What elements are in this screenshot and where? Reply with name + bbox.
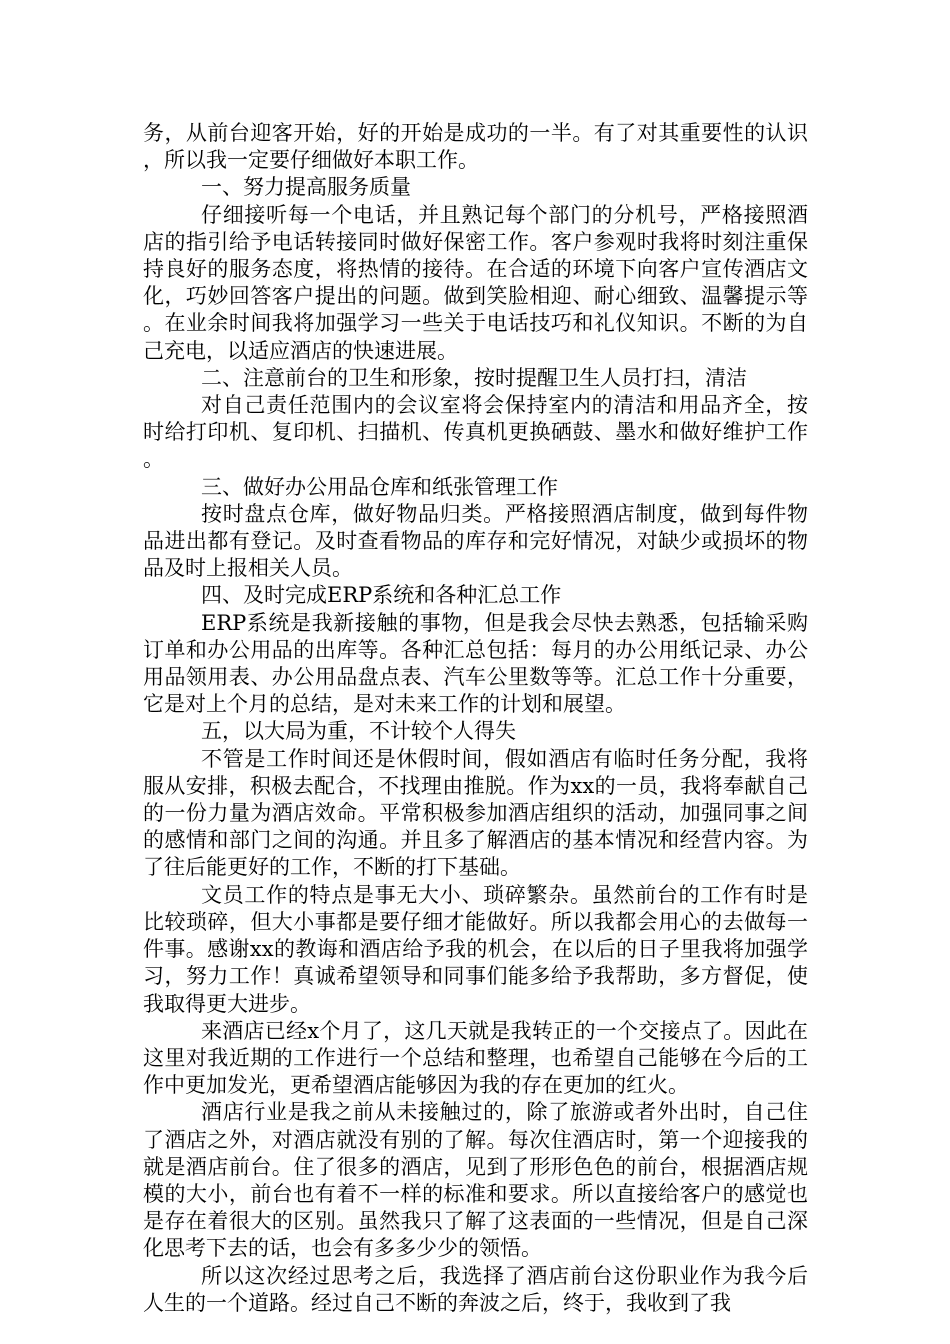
paragraph-probation: 来酒店已经x个月了，这几天就是我转正的一个交接点了。因此在这里对我近期的工作进行一个总结和整理，也希望自己能够在今后的工作中更加发光，更希望酒店能够因为我的存在更加的红火。 <box>143 1018 808 1098</box>
paragraph-warehouse: 按时盘点仓库，做好物品归类。严格接照酒店制度，做到每件物品进出都有登记。及时查看物品的库存和完好情况，对缺少或损坏的物品及时上报相关人员。 <box>143 501 808 581</box>
paragraph-clerk-work: 文员工作的特点是事无大小、琐碎繁杂。虽然前台的工作有时是比较琐碎，但大小事都是要仔细才能做好。所以我都会用心的去做每一件事。感谢xx的教诲和酒店给予我的机会，在以后的日子里我将加强学习，努力工作！真诚希望领导和同事们能多给予我帮助，多方督促，使我取得更大进步。 <box>143 882 808 1016</box>
document-page <box>143 120 808 1317</box>
section-heading-3: 三、做好办公用品仓库和纸张管理工作 <box>201 474 558 499</box>
section-heading-5: 五，以大局为重，不计较个人得失 <box>201 719 516 744</box>
section-heading-2: 二、注意前台的卫生和形象，按时提醒卫生人员打扫，清洁 <box>201 365 747 390</box>
paragraph-hygiene: 对自己责任范围内的会议室将会保持室内的清洁和用品齐全，按时给打印机、复印机、扫描机、传真机更换硒鼓、墨水和做好维护工作。 <box>143 393 808 472</box>
paragraph-hotel-industry: 酒店行业是我之前从未接触过的，除了旅游或者外出时，自己住了酒店之外，对酒店就没有别的了解。每次住酒店时，第一个迎接我的就是酒店前台。住了很多的酒店，见到了形形色色的前台，根据酒店规模的大小，前台也有着不一样的标准和要求。所以直接给客户的感觉也是存在着很大的区别。虽然我只了解了这表面的一些情况，但是自己深化思考下去的话，也会有多多少少的领悟。 <box>143 1100 808 1261</box>
paragraph-career-choice: 所以这次经过思考之后，我选择了酒店前台这份职业作为我今后人生的一个道路。经过自己不断的奔波之后，终于，我收到了我 <box>143 1263 808 1315</box>
paragraph-erp: ERP系统是我新接触的事物，但是我会尽快去熟悉，包括输采购订单和办公用品的出库等。各种汇总包括：每月的办公用纸记录、办公用品领用表、办公用品盘点表、汽车公里数等等。汇总工作十分重要，它是对上个月的总结，是对未来工作的计划和展望。 <box>143 610 808 717</box>
paragraph-service-quality: 仔细接听每一个电话，并且熟记每个部门的分机号，严格接照酒店的指引给予电话转接同时做好保密工作。客户参观时我将时刻注重保持良好的服务态度，将热情的接待。在合适的环境下向客户宣传酒店文化，巧妙回答客户提出的问题。做到笑脸相迎、耐心细致、温馨提示等。在业余时间我将加强学习一些关于电话技巧和礼仪知识。不断的为自己充电，以适应酒店的快速进展。 <box>143 202 808 363</box>
section-heading-1: 一、努力提高服务质量 <box>201 175 411 200</box>
paragraph-teamwork: 不管是工作时间还是休假时间，假如酒店有临时任务分配，我将服从安排，积极去配合，不找理由推脱。作为xx的一员，我将奉献自己的一份力量为酒店效命。平常积极参加酒店组织的活动，加强同事之间的感情和部门之间的沟通。并且多了解酒店的基本情况和经营内容。为了往后能更好的工作，不断的打下基础。 <box>143 746 808 880</box>
paragraph-intro: 务，从前台迎客开始，好的开始是成功的一半。有了对其重要性的认识，所以我一定要仔细做好本职工作。 <box>143 121 808 173</box>
section-heading-4: 四、及时完成ERP系统和各种汇总工作 <box>201 583 562 608</box>
